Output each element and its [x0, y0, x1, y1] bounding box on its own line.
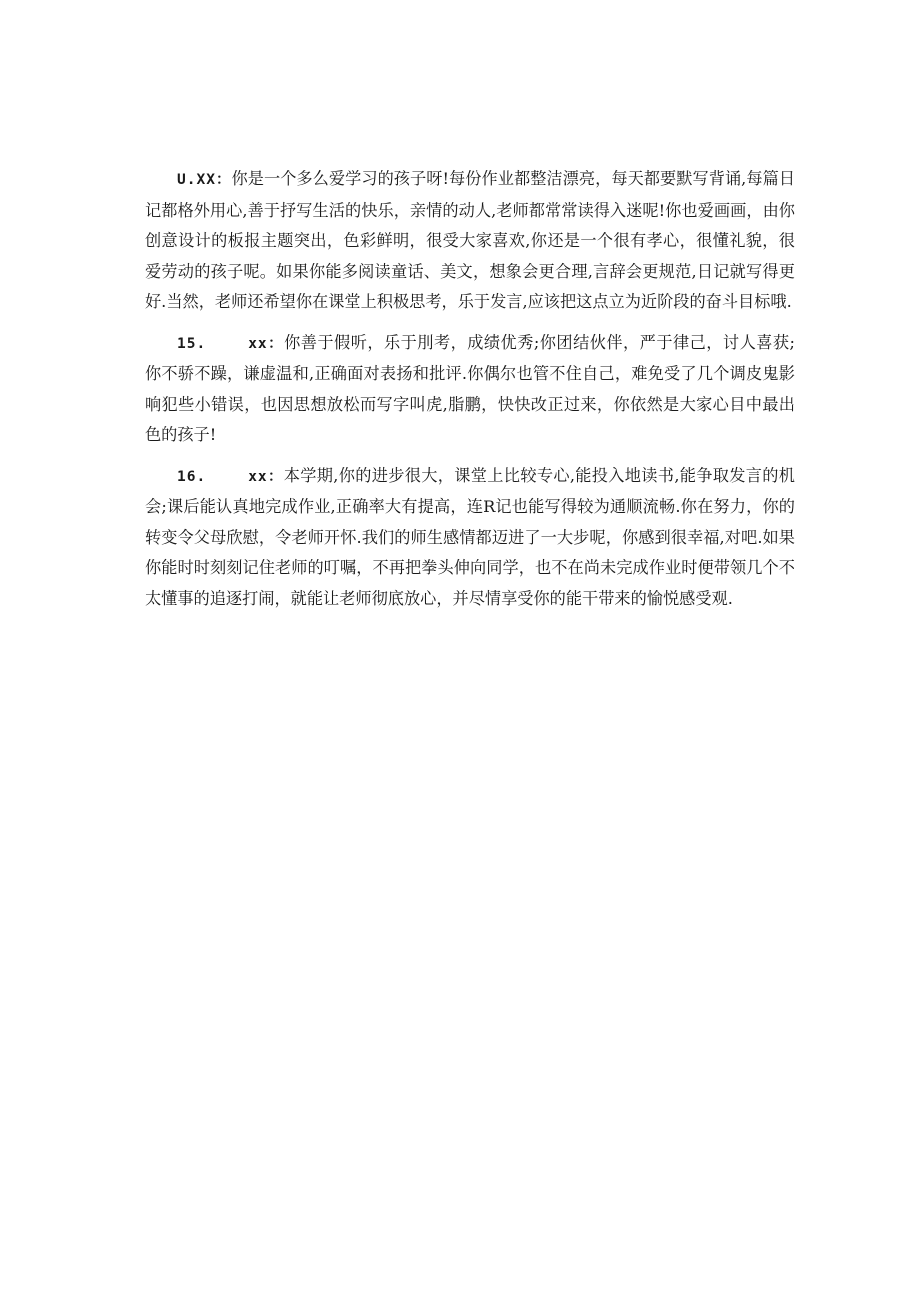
comment-paragraph — [145, 461, 795, 615]
comment-paragraph — [145, 328, 795, 451]
comment-text: 你善于假听，乐于刖考，成绩优秀;你团结伙伴，严于律己，讨人喜获;你不骄不躁，谦虚温和,正确面对表扬和批评.你偶尔也管不住自己，难免受了几个调皮鬼影响犯些小错误，也因思想放松而写字叫虎,脂鹏，快快改正过来，你依然是大家心目中最出色的孩子! — [145, 332, 795, 444]
comment-number: 15. — [177, 335, 207, 352]
comment-text: 你是一个多么爱学习的孩子呀!每份作业都整洁漂亮，每天都要默写背诵,每篇日记都格外用心,善于抒写生活的快乐，亲情的动人,老师都常常读得入迷呢!你也爱画画，由你创意设计的板报主题突出，色彩鲜明，很受大家喜欢,你还是一个很有孝心，很懂礼貌，很爱劳动的孩子呢。如果你能多阅读童话、美文，想象会更合理,言辞会更规范,日记就写得更好.当然，老师还希望你在课堂上积极思考，乐于发言,应该把这点立为近阶段的奋斗目标哦. — [145, 169, 796, 311]
comment-text: 本学期,你的进步很大，课堂上比较专心,能投入地读书,能争取发言的机会;课后能认真地完成作业,正确率大有提高，连R记也能写得较为通顺流畅.你在努力，你的转变令父母欣慰，令老师开怀.我们的师生感情都迈进了一大步呢，你感到很幸福,对吧.如果你能时时刻刻记住老师的叮嘱，不再把拳头伸向同学，也不在尚未完成作业时便带领几个不太懂事的追逐打闹，就能让老师彻底放心，并尽情享受你的能干带来的愉悦感受观. — [145, 465, 795, 608]
student-name: U.XX： — [177, 172, 232, 188]
comments-body — [145, 164, 795, 624]
comment-number: 16. — [177, 468, 207, 485]
student-name: xx： — [248, 468, 284, 485]
student-name: xx： — [248, 335, 285, 352]
comment-paragraph — [145, 164, 795, 318]
